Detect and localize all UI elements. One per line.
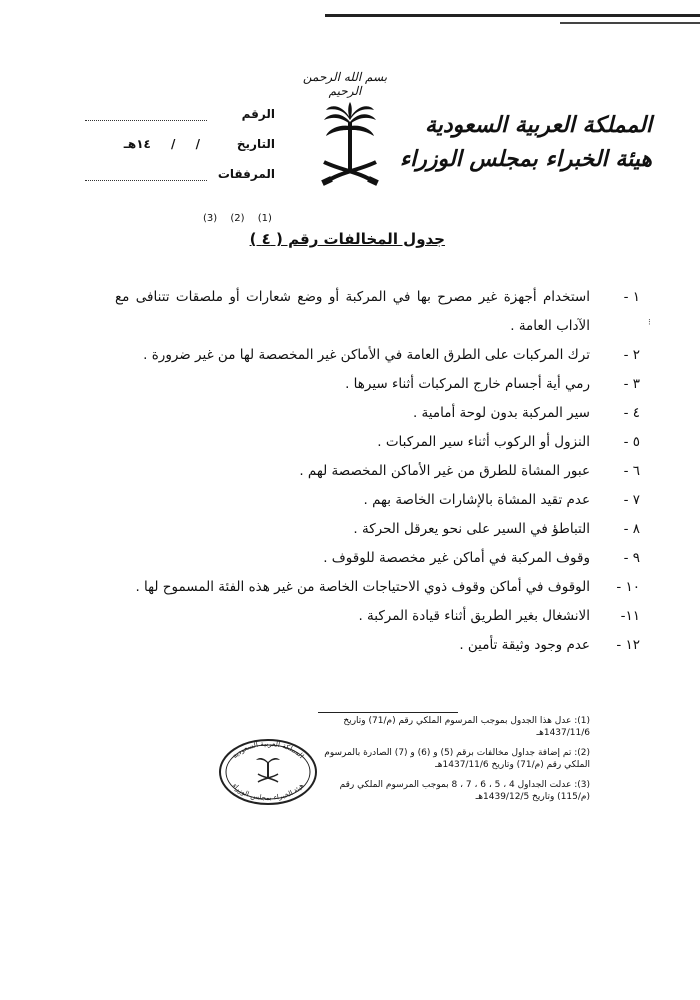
- list-item: [115, 399, 640, 428]
- seal-emblem-icon: [256, 758, 280, 782]
- item-number: ١ -: [623, 289, 640, 305]
- top-border-line: [325, 14, 700, 17]
- footnote-ref: (3): [203, 213, 218, 224]
- item-text: الوقوف في أماكن وقوف ذوي الاحتياجات الخاصة من غير هذه الفئة المسموح لها .: [135, 579, 590, 595]
- item-number: ٤ -: [623, 405, 640, 421]
- item-number: ٥ -: [623, 434, 640, 450]
- footnote: (2): تم إضافة جداول مخالفات برقم (5) و (6) و (7) الصادرة بالمرسوم الملكي رقم (م/71) وتاريخ 1437/11/6هـ: [324, 748, 590, 770]
- list-item: [115, 341, 640, 370]
- number-field: [85, 107, 275, 137]
- item-number: ٢ -: [623, 347, 640, 363]
- item-number: ٨ -: [623, 521, 640, 537]
- list-item: [115, 515, 640, 544]
- kingdom-name: المملكة العربية السعودية: [424, 112, 652, 138]
- margin-mark: ⁝: [648, 318, 651, 328]
- item-text: عبور المشاة للطرق من غير الأماكن المخصصة لهم .: [299, 463, 590, 479]
- list-item: [115, 457, 640, 486]
- kingdom-heading: [400, 108, 652, 176]
- item-text: عدم تقيد المشاة بالإشارات الخاصة بهم .: [363, 492, 590, 508]
- item-number: ١٢ -: [616, 637, 640, 653]
- footnote: (1): عدل هذا الجدول بموجب المرسوم الملكي رقم (م/71) وتاريخ 1437/11/6هـ: [343, 716, 590, 738]
- footnote-references: [203, 213, 282, 224]
- list-item: [115, 428, 640, 457]
- palm-swords-emblem-icon: [320, 100, 380, 195]
- number-label: الرقم: [241, 107, 275, 121]
- item-number: ٩ -: [623, 550, 640, 566]
- number-line: [85, 120, 207, 121]
- item-text: ترك المركبات على الطرق العامة في الأماكن غير المخصصة لها من غير ضرورة .: [143, 347, 590, 363]
- item-text: وقوف المركبة في أماكن غير مخصصة للوقوف .: [323, 550, 590, 566]
- reference-fields: [85, 107, 275, 197]
- attachments-field: [85, 167, 275, 197]
- official-seal-stamp: [218, 738, 318, 806]
- item-text: رمي أية أجسام خارج المركبات أثناء سيرها .: [345, 376, 590, 392]
- attachments-label: المرفقات: [217, 167, 275, 181]
- list-item: [115, 573, 640, 602]
- basmala: بسم الله الرحمن الرحيم: [302, 70, 388, 98]
- date-field: [85, 137, 275, 167]
- item-text: سير المركبة بدون لوحة أمامية .: [412, 405, 590, 421]
- list-item: [115, 486, 640, 515]
- table-title: جدول المخالفات رقم ( ٤ ): [249, 230, 445, 248]
- item-text: عدم وجود وثيقة تأمين .: [459, 637, 590, 653]
- footnote-ref: (1): [257, 213, 272, 224]
- footnote: (3): عدلت الجداول 4 ، 5 ، 6 ، 7 ، 8 بموجب المرسوم الملكي رقم (م/115) وتاريخ 1439/12/5هـ: [339, 780, 590, 802]
- date-value: / / ١٤هـ: [123, 137, 200, 151]
- item-text: استخدام أجهزة غير مصرح بها في المركبة أو وضع شعارات أو ملصقات تتنافى مع الآداب العامة .: [115, 289, 590, 334]
- footnote-ref: (2): [230, 213, 245, 224]
- seal-bottom-text: هيئة الخبراء بمجلس الوزراء: [230, 781, 306, 803]
- footnote-divider: [318, 712, 458, 713]
- item-text: الانشغال بغير الطريق أثناء قيادة المركبة .: [358, 608, 590, 624]
- svg-text:المملكة العربية السعودية: [231, 740, 305, 760]
- item-number: ١١-: [620, 608, 640, 624]
- item-number: ٣ -: [623, 376, 640, 392]
- list-item: [115, 631, 640, 660]
- item-text: النزول أو الركوب أثناء سير المركبات .: [377, 434, 590, 450]
- item-number: ١٠ -: [616, 579, 640, 595]
- top-border-line-secondary: [560, 22, 700, 24]
- item-number: ٦ -: [623, 463, 640, 479]
- attachments-line: [85, 180, 207, 181]
- list-item: [115, 602, 640, 631]
- seal-top-text: المملكة العربية السعودية: [230, 739, 306, 761]
- violations-list: [115, 283, 640, 660]
- footnotes: [320, 715, 590, 811]
- date-label: التاريخ: [236, 137, 275, 151]
- item-text: التباطؤ في السير على نحو يعرقل الحركة .: [353, 521, 590, 537]
- item-number: ٧ -: [623, 492, 640, 508]
- list-item: [115, 283, 640, 341]
- list-item: [115, 370, 640, 399]
- authority-name: هيئة الخبراء بمجلس الوزراء: [399, 146, 652, 173]
- list-item: [115, 544, 640, 573]
